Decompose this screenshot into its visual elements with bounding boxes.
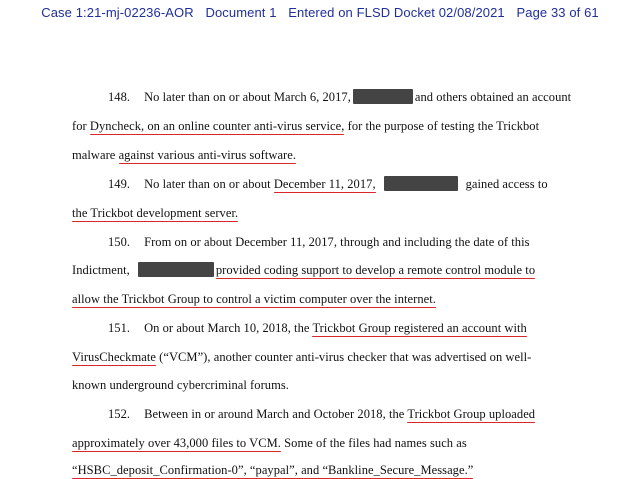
paragraph-148-line-2: for Dyncheck, on an online counter anti-virus service, for the purpose of testing the Trickbot (72, 119, 540, 133)
highlighted-text: Trickbot Group registered an account with (312, 321, 527, 335)
redaction-block (353, 89, 413, 104)
highlighted-text: against various anti-virus software. (118, 148, 297, 162)
highlighted-text: provided coding support to develop a remote control module to (215, 263, 536, 277)
highlighted-text: Dyncheck, on an online counter anti-virus service, (89, 119, 345, 133)
paragraph-number: 151. (108, 321, 131, 335)
paragraph-152-line-3 (72, 462, 473, 478)
case-number: Case 1:21-mj-02236-AOR (41, 5, 194, 20)
paragraph-151-line-1: 151. On or about March 10, 2018, the Trickbot Group registered an account with (108, 321, 527, 335)
paragraph-148-line-1: 148. No later than on or about March 6, 2017, and others obtained an account (108, 90, 572, 104)
paragraph-number: 150. (108, 235, 131, 249)
paragraph-152-line-2: approximately over 43,000 files to VCM. Some of the files had names such as (72, 436, 467, 450)
paragraph-150-line-3 (72, 291, 436, 307)
highlighted-text: December 11, 2017, (273, 177, 376, 191)
paragraph-152-line-1: 152. Between in or around March and October 2018, the Trickbot Group uploaded (108, 407, 536, 421)
document-number: Document 1 (205, 5, 277, 20)
page-number: Page 33 of 61 (516, 5, 599, 20)
highlighted-text: approximately over 43,000 files to VCM. (72, 436, 281, 450)
highlighted-text: VirusCheckmate (72, 350, 156, 364)
redaction-block (138, 262, 214, 277)
paragraph-151-line-2: VirusCheckmate (“VCM”), another counter anti-virus checker that was advertised on well- (72, 350, 532, 364)
highlighted-text: Trickbot Group uploaded (407, 407, 536, 421)
highlighted-text: the Trickbot development server. (72, 206, 239, 220)
paragraph-number: 152. (108, 407, 131, 421)
paragraph-149-line-2 (72, 205, 238, 221)
paragraph-number: 149. (108, 177, 131, 191)
paragraph-number: 148. (108, 90, 131, 104)
paragraph-150-line-2: Indictment, provided coding support to develop a remote control module to (72, 263, 536, 277)
highlighted-text: “HSBC_deposit_Confirmation-0”, “paypal”, and “Bankline_Secure_Message.” (72, 463, 474, 477)
paragraph-151-line-3: known underground cybercriminal forums. (72, 378, 289, 392)
paragraph-149-line-1: 149. No later than on or about December 11, 2017, gained access to (108, 177, 548, 191)
redaction-block (384, 176, 458, 191)
docket-entry: Entered on FLSD Docket 02/08/2021 (288, 5, 505, 20)
paragraph-150-line-1: 150. From on or about December 11, 2017, through and including the date of this (108, 235, 530, 249)
docket-header (0, 5, 640, 20)
highlighted-text: allow the Trickbot Group to control a victim computer over the internet. (72, 292, 436, 306)
paragraph-148-line-3: malware against various anti-virus software. (72, 148, 297, 162)
